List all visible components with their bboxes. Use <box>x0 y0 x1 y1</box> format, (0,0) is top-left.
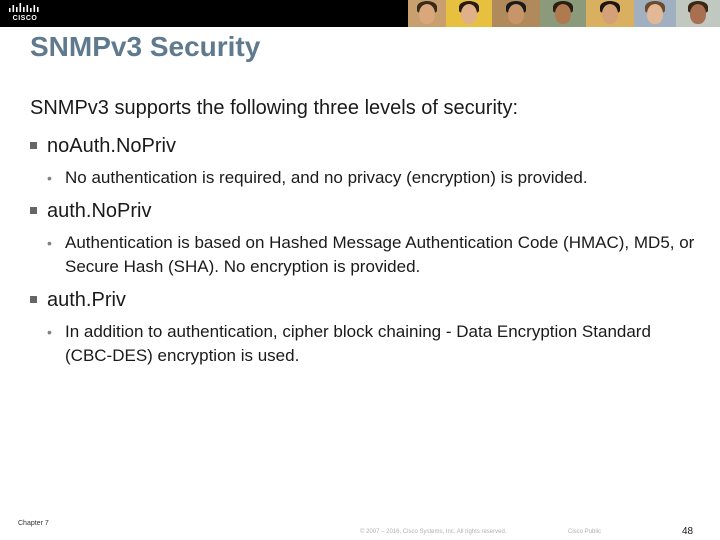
header-photo <box>492 0 540 27</box>
header-banner <box>0 0 720 27</box>
level-detail-text: No authentication is required, and no privacy (encryption) is provided. <box>65 168 588 187</box>
level-detail <box>47 166 697 190</box>
header-photo <box>540 0 586 27</box>
header-photo <box>676 0 720 27</box>
square-bullet-icon <box>30 207 37 214</box>
level-detail-text: Authentication is based on Hashed Message Authentication Code (HMAC), MD5, or Secure Hash (SHA). No encryption is provided. <box>65 233 695 276</box>
slide-body <box>30 96 700 365</box>
page-number: 48 <box>682 526 694 537</box>
cisco-bars-icon <box>8 3 42 14</box>
footer-copyright: © 2007 – 2016, Cisco Systems, Inc. All rights reserved. <box>360 529 507 535</box>
header-photo-strip <box>408 0 720 27</box>
level-detail <box>47 231 697 279</box>
logo-wordmark: CISCO <box>12 15 38 22</box>
header-photo <box>634 0 676 27</box>
slide-title: SNMPv3 Security <box>30 31 261 62</box>
level-detail <box>47 320 697 368</box>
level-label: auth.NoPriv <box>47 200 152 222</box>
square-bullet-icon <box>30 142 37 149</box>
header-photo <box>446 0 492 27</box>
bullet-dot-icon: • <box>47 170 52 186</box>
level-label: noAuth.NoPriv <box>47 135 176 157</box>
header-photo <box>586 0 634 27</box>
header-photo <box>408 0 446 27</box>
cisco-logo <box>8 3 42 25</box>
footer-chapter: Chapter 7 <box>18 520 49 527</box>
bullet-dot-icon: • <box>47 324 52 340</box>
square-bullet-icon <box>30 296 37 303</box>
footer-classification: Cisco Public <box>568 529 602 535</box>
level-label: auth.Priv <box>47 289 126 311</box>
intro-text: SNMPv3 supports the following three levels of security: <box>30 97 518 119</box>
bullet-dot-icon: • <box>47 235 52 251</box>
level-detail-text: In addition to authentication, cipher block chaining - Data Encryption Standard (CBC-DES) encryption is used. <box>65 322 651 365</box>
